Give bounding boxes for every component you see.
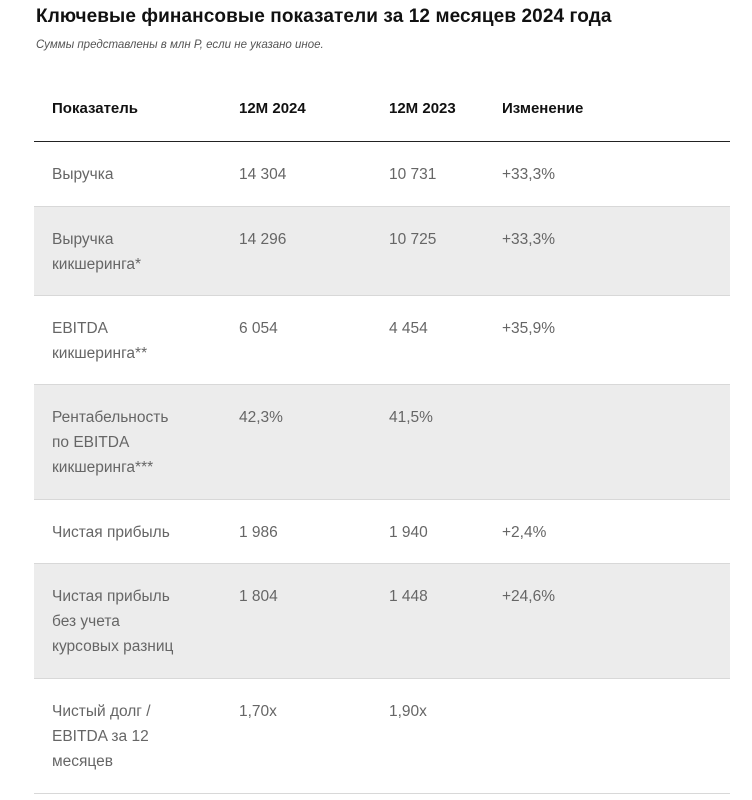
row-value-2023: 10 731 (389, 166, 437, 183)
row-label: Рентабельность по EBITDA кикшеринга*** (52, 409, 169, 476)
header-12m-2023: 12М 2023 (389, 100, 456, 117)
row-value-2023: 4 454 (389, 320, 428, 337)
table-row (34, 564, 730, 679)
table-row (34, 500, 730, 564)
page-title: Ключевые финансовые показатели за 12 месяцев 2024 года (36, 6, 612, 27)
row-change: +24,6% (502, 588, 556, 605)
table-header-row (34, 78, 730, 142)
row-value-2024: 14 304 (239, 166, 287, 183)
row-value-2023: 1,90x (389, 703, 427, 720)
header-change: Изменение (502, 100, 584, 117)
row-label: Чистая прибыль без учета курсовых разниц (52, 588, 174, 655)
page-subtitle: Суммы представлены в млн Р, если не указано иное. (36, 39, 324, 51)
row-value-2024: 1,70x (239, 703, 277, 720)
row-value-2024: 42,3% (239, 409, 283, 426)
row-change: +33,3% (502, 166, 556, 183)
row-label: Чистый долг / EBITDA за 12 месяцев (52, 703, 151, 770)
table-row (34, 296, 730, 385)
table-row (34, 207, 730, 296)
row-change: +33,3% (502, 231, 556, 248)
table-row (34, 385, 730, 500)
row-value-2024: 1 986 (239, 524, 278, 541)
row-label: Выручка кикшеринга* (52, 231, 142, 273)
row-label: Выручка (52, 166, 114, 183)
row-value-2024: 6 054 (239, 320, 278, 337)
row-change: +35,9% (502, 320, 556, 337)
row-value-2024: 14 296 (239, 231, 287, 248)
header-12m-2024: 12М 2024 (239, 100, 306, 117)
table-row (34, 142, 730, 207)
row-value-2023: 1 940 (389, 524, 428, 541)
row-value-2023: 1 448 (389, 588, 428, 605)
header-indicator: Показатель (52, 100, 139, 117)
row-label: Чистая прибыль (52, 524, 170, 541)
row-value-2023: 41,5% (389, 409, 433, 426)
row-change: +2,4% (502, 524, 547, 541)
financial-table (34, 78, 730, 794)
row-value-2023: 10 725 (389, 231, 437, 248)
row-label: EBITDA кикшеринга** (52, 320, 148, 362)
row-value-2024: 1 804 (239, 588, 278, 605)
table-row (34, 679, 730, 794)
